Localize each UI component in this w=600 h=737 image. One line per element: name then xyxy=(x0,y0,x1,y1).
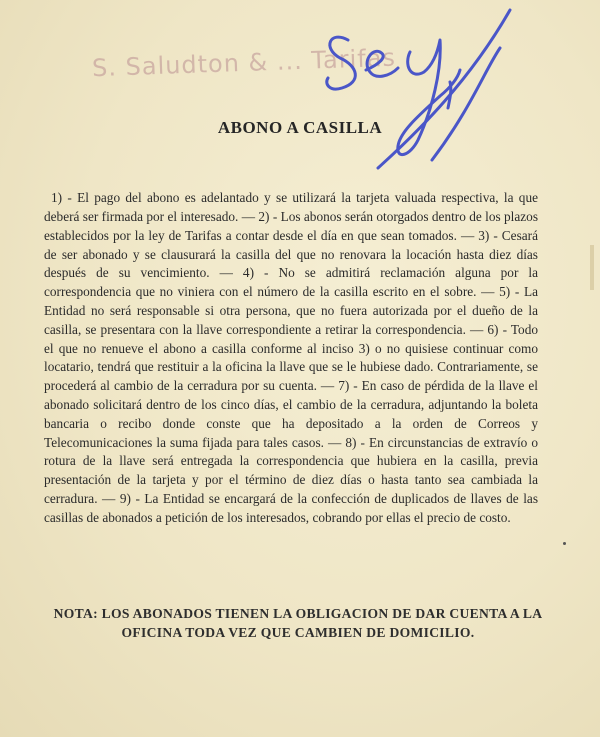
page-title: ABONO A CASILLA xyxy=(217,118,383,137)
handwritten-signature-icon xyxy=(300,0,600,175)
paper-tear xyxy=(590,245,594,290)
note-text: NOTA: LOS ABONADOS TIENEN LA OBLIGACION DE DAR CUENTA A LA OFICINA TODA VEZ QUE CAMBIEN DE DOMICILIO. xyxy=(53,606,543,640)
rubber-stamp-icon: S. Saludton & ... Tarifas xyxy=(91,43,397,83)
ink-dot xyxy=(563,542,566,545)
terms-paragraph: 1) - El pago del abono es adelantado y se utilizará la tarjeta valuada respectiva, la que deberá ser firmada por el interesado. — 2) - Los abonos serán otorgados dentro de los plazos establecidos por la ley de Tarifas a contar desde el día en que sean tomados. — 3) - Cesará de ser abonado y se clausurará la casilla del que no renovara la locación hasta diez días después de su vencimiento. — 4) - No se admitirá reclamación alguna por la correspondencia que no viniera con el número de la casilla escrito en el sobre. — 5) - La Entidad no será responsable si otra persona, que no fuera autorizada por el dueño de la casilla, se presentara con la llave correspondiente a retirar la correspondencia. — 6) - Todo el que no renueve el abono a casilla conforme al inciso 3) o no quisiese continuar como locatario, tendrá que restituir a la oficina la llave que se le hubiese dado. Contrariamente, se procederá al cambio de la cerradura por su cuenta. — 7) - En caso de pérdida de la llave el abonado solicitará dentro de los cinco días, el cambio de la cerradura, adjuntando la boleta bancaria o recibo donde conste que ha depositado a la orden de Correos y Telecomunicaciones la suma fijada para tales casos. — 8) - En circunstancias de extravío o rotura de la llave será entregada la correspondencia que hubiera en la casilla, previa presentación de la tarjeta y por el término de diez días o hasta tanto sea cambiada la cerradura. — 9) - La Entidad se encargará de la confección de duplicados de llaves de las casillas de abonados a petición de los interesados, cobrando por ellas el precio de costo. xyxy=(44,190,538,525)
